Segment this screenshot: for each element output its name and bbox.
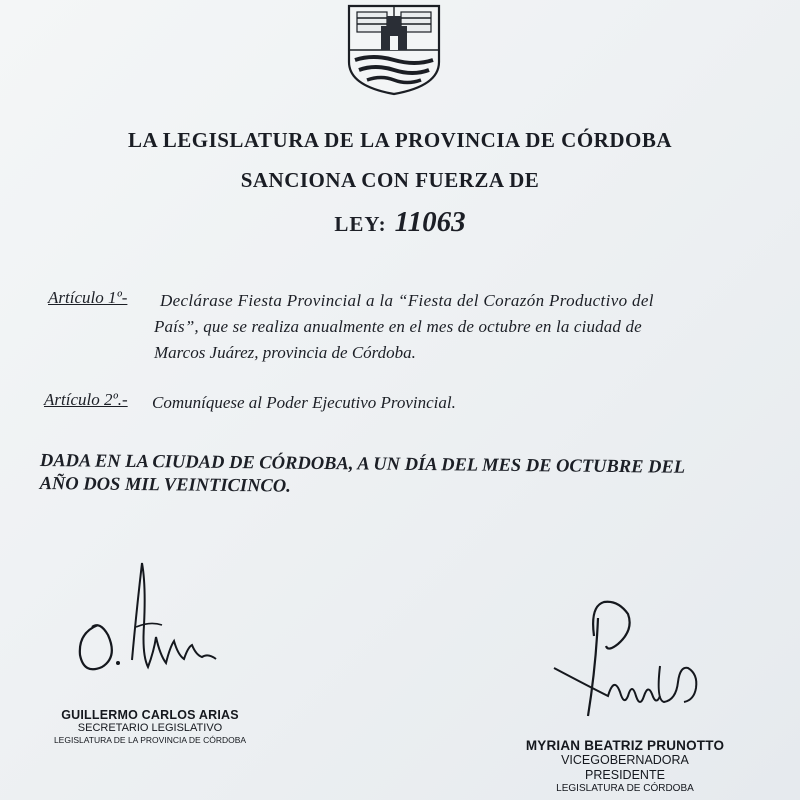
law-label: LEY:	[334, 212, 387, 236]
law-number: 11063	[394, 206, 466, 238]
heading-legislature: LA LEGISLATURA DE LA PROVINCIA DE CÓRDOBA	[127, 128, 673, 152]
article-1-line-2: País”, que se realiza anualmente en el mes de octubre en la ciudad de	[154, 317, 642, 336]
signatory-2-org: LEGISLATURA DE CÓRDOBA	[556, 783, 694, 794]
closing-statement	[40, 450, 750, 503]
law-title	[0, 206, 800, 239]
signatory-2-block	[510, 738, 740, 794]
signatory-2-role-1: VICEGOBERNADORA	[561, 753, 689, 767]
signatory-1-block	[40, 708, 260, 746]
article-2-text	[152, 390, 752, 416]
article-2-label: Artículo 2º.-	[44, 390, 128, 409]
article-1-text-cont	[154, 314, 754, 366]
coat-of-arms-icon	[343, 0, 445, 96]
heading-sanciona: SANCIONA CON FUERZA DE	[240, 168, 540, 192]
signature-arias-icon	[70, 555, 230, 685]
article-1-line-1: Declárase Fiesta Provincial a la “Fiesta del Corazón Productivo del	[160, 291, 654, 310]
closing-line-1: DADA EN LA CIUDAD DE CÓRDOBA, A UN DÍA DEL MES DE OCTUBRE DEL	[39, 450, 686, 478]
closing-line-2: AÑO DOS MIL VEINTICINCO.	[39, 473, 291, 497]
article-1-line-3: Marcos Juárez, provincia de Córdoba.	[154, 343, 416, 362]
signatory-2-role-2: PRESIDENTE	[585, 768, 665, 782]
article-2-line-1: Comuníquese al Poder Ejecutivo Provincial.	[152, 393, 456, 412]
signatory-2-name: MYRIAN BEATRIZ PRUNOTTO	[525, 738, 725, 753]
signatory-1-role: SECRETARIO LEGISLATIVO	[77, 722, 223, 734]
signatory-1-org: LEGISLATURA DE LA PROVINCIA DE CÓRDOBA	[53, 735, 247, 745]
signature-prunotto-icon	[548, 596, 718, 726]
article-1-text	[160, 288, 760, 314]
signatory-1-name: GUILLERMO CARLOS ARIAS	[61, 708, 239, 722]
article-1-label: Artículo 1º-	[48, 288, 128, 307]
